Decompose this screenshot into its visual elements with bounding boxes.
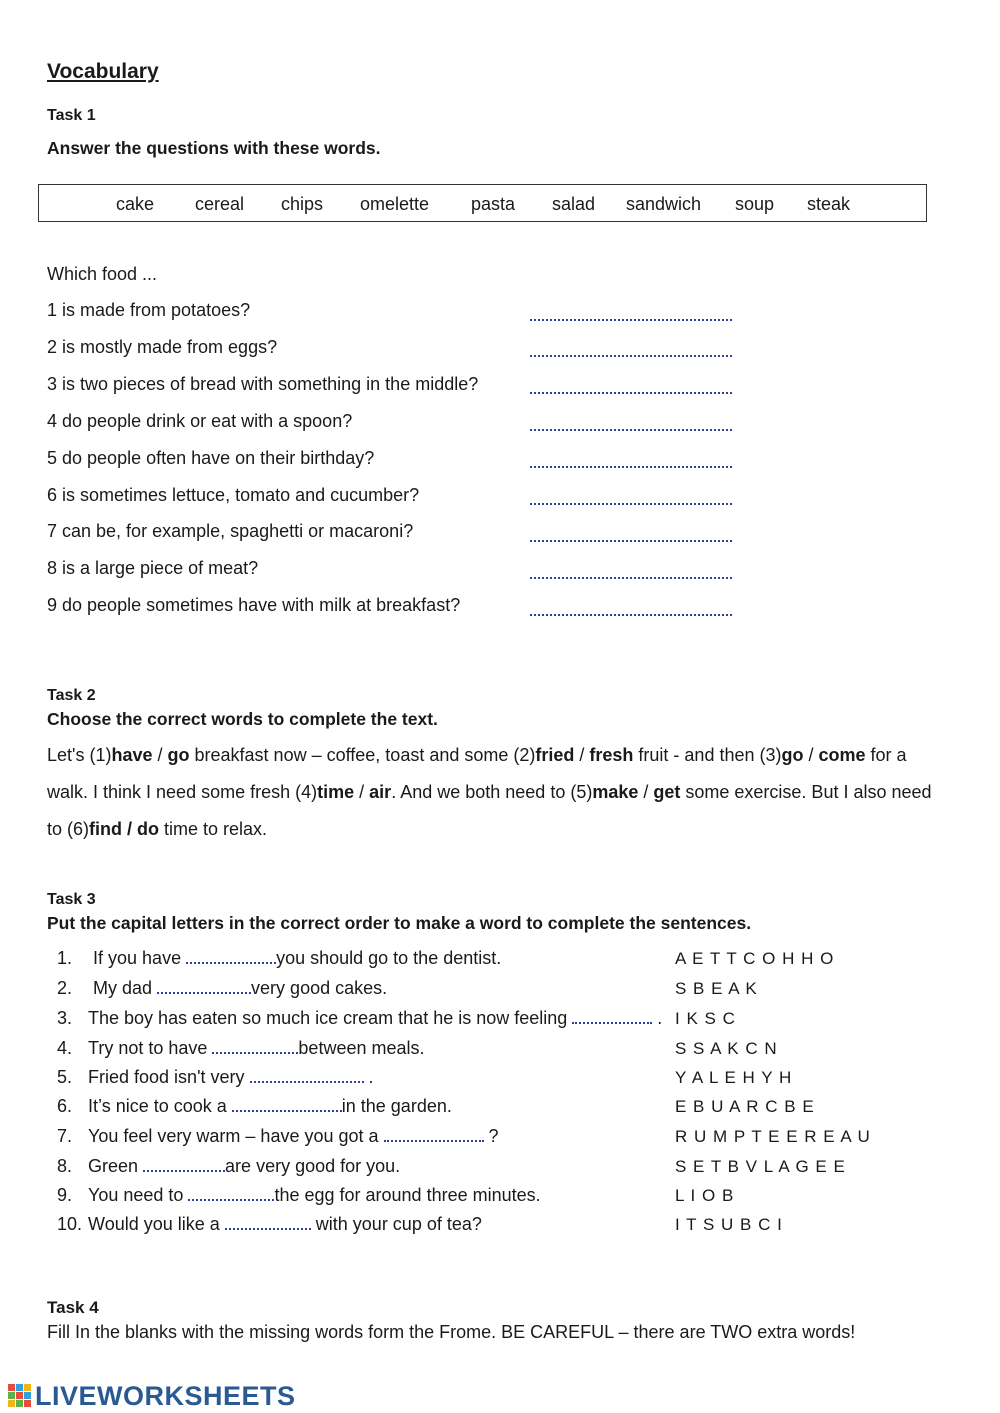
choice-option[interactable]: go: [167, 745, 190, 765]
answer-blank[interactable]: [530, 355, 732, 357]
scrambled-letters: I K S C: [675, 1009, 736, 1028]
task1-intro: Which food ...: [47, 264, 158, 284]
word-bank-item: cereal: [195, 194, 245, 214]
sentence-row: 8. Green are very good for you.: [57, 1156, 401, 1176]
choice-option[interactable]: fresh: [589, 745, 634, 765]
answer-blank[interactable]: [250, 1067, 364, 1083]
answer-blank[interactable]: [530, 503, 732, 505]
question-text: 4 do people drink or eat with a spoon?: [47, 411, 353, 431]
logo-text: LIVEWORKSHEETS: [35, 1381, 296, 1411]
question-text: 7 can be, for example, spaghetti or macaroni?: [47, 521, 414, 541]
question-text: 8 is a large piece of meat?: [47, 558, 259, 578]
scrambled-letters: Y A L E H Y H: [675, 1068, 793, 1087]
logo-blocks-icon: [8, 1384, 34, 1408]
word-bank-item: pasta: [471, 194, 516, 214]
task2-heading: Task 2: [47, 687, 96, 704]
answer-blank[interactable]: [143, 1156, 225, 1172]
answer-blank[interactable]: [188, 1185, 274, 1201]
scrambled-letters: L I O B: [675, 1186, 735, 1205]
answer-blank[interactable]: [530, 577, 732, 579]
word-bank-item: chips: [281, 194, 324, 214]
choice-option[interactable]: make: [592, 782, 639, 802]
task4-instruction: Fill In the blanks with the missing words form the Frome. BE CAREFUL – there are TWO extra words!: [47, 1322, 856, 1342]
scrambled-letters: A E T T C O H H O: [675, 949, 835, 968]
answer-blank[interactable]: [212, 1038, 298, 1054]
answer-blank[interactable]: [530, 614, 732, 616]
task1-heading: Task 1: [47, 107, 96, 124]
scrambled-letters: R U M P T E E R E A U: [675, 1127, 871, 1146]
scrambled-letters: E B U A R C B E: [675, 1097, 815, 1116]
word-bank: [38, 184, 927, 222]
choice-option[interactable]: get: [653, 782, 681, 802]
word-bank-item: cake: [116, 194, 155, 214]
answer-blank[interactable]: [530, 319, 732, 321]
word-bank-item: salad: [552, 194, 596, 214]
task2-instruction: Choose the correct words to complete the text.: [47, 709, 438, 729]
choice-option[interactable]: find / do: [89, 819, 159, 839]
choice-option[interactable]: time: [317, 782, 355, 802]
task3-heading: Task 3: [47, 891, 96, 908]
sentence-row: 3. The boy has eaten so much ice cream that he is now feeling .: [57, 1008, 663, 1028]
scrambled-letters: I T S U B C I: [675, 1215, 783, 1234]
answer-blank[interactable]: [225, 1214, 311, 1230]
sentence-row: 9. You need to the egg for around three minutes.: [57, 1185, 541, 1205]
question-text: 9 do people sometimes have with milk at breakfast?: [47, 595, 461, 615]
question-text: 5 do people often have on their birthday?: [47, 448, 375, 468]
question-text: 1 is made from potatoes?: [47, 300, 251, 320]
word-bank-item: sandwich: [626, 194, 702, 214]
choice-option[interactable]: come: [818, 745, 866, 765]
task2-line-2: walk. I think I need some fresh (4)time / air. And we both need to (5)make / get some exercise. But I also need: [47, 782, 932, 802]
answer-blank[interactable]: [530, 429, 732, 431]
choice-option[interactable]: air: [369, 782, 392, 802]
scrambled-letters: S B E A K: [675, 979, 758, 998]
answer-blank[interactable]: [186, 948, 276, 964]
answer-blank[interactable]: [530, 392, 732, 394]
sentence-row: 1. If you have you should go to the dentist.: [57, 948, 502, 968]
task3-instruction: Put the capital letters in the correct order to make a word to complete the sentences.: [47, 913, 752, 933]
sentence-row: 10. Would you like a with your cup of tea?: [57, 1214, 482, 1234]
sentence-row: 4. Try not to have between meals.: [57, 1038, 425, 1058]
task4-heading: Task 4: [47, 1298, 99, 1317]
page-title: Vocabulary: [47, 60, 159, 83]
question-text: 6 is sometimes lettuce, tomato and cucumber?: [47, 485, 420, 505]
task2-line-1: Let's (1)have / go breakfast now – coffee, toast and some (2)fried / fresh fruit - and then (3)go / come for a: [47, 745, 907, 765]
choice-option[interactable]: go: [781, 745, 804, 765]
answer-blank[interactable]: [232, 1096, 342, 1112]
question-text: 2 is mostly made from eggs?: [47, 337, 278, 357]
answer-blank[interactable]: [572, 1008, 652, 1024]
answer-blank[interactable]: [157, 978, 251, 994]
choice-option[interactable]: fried: [535, 745, 575, 765]
scrambled-letters: S S A K C N: [675, 1039, 778, 1058]
sentence-row: 2. My dad very good cakes.: [57, 978, 388, 998]
sentence-row: 7. You feel very warm – have you got a ?: [57, 1126, 499, 1146]
choice-option[interactable]: have: [111, 745, 153, 765]
scrambled-letters: S E T B V L A G E E: [675, 1157, 846, 1176]
sentence-row: 5. Fried food isn't very .: [57, 1067, 374, 1087]
question-text: 3 is two pieces of bread with something in the middle?: [47, 374, 479, 394]
answer-blank[interactable]: [530, 540, 732, 542]
word-bank-item: omelette: [360, 194, 430, 214]
sentence-row: 6. It’s nice to cook a in the garden.: [57, 1096, 452, 1116]
task1-instruction: Answer the questions with these words.: [47, 138, 381, 158]
word-bank-item: soup: [735, 194, 775, 214]
answer-blank[interactable]: [384, 1126, 484, 1142]
answer-blank[interactable]: [530, 466, 732, 468]
task2-line-3: to (6)find / do time to relax.: [47, 819, 268, 839]
word-bank-item: steak: [807, 194, 851, 214]
